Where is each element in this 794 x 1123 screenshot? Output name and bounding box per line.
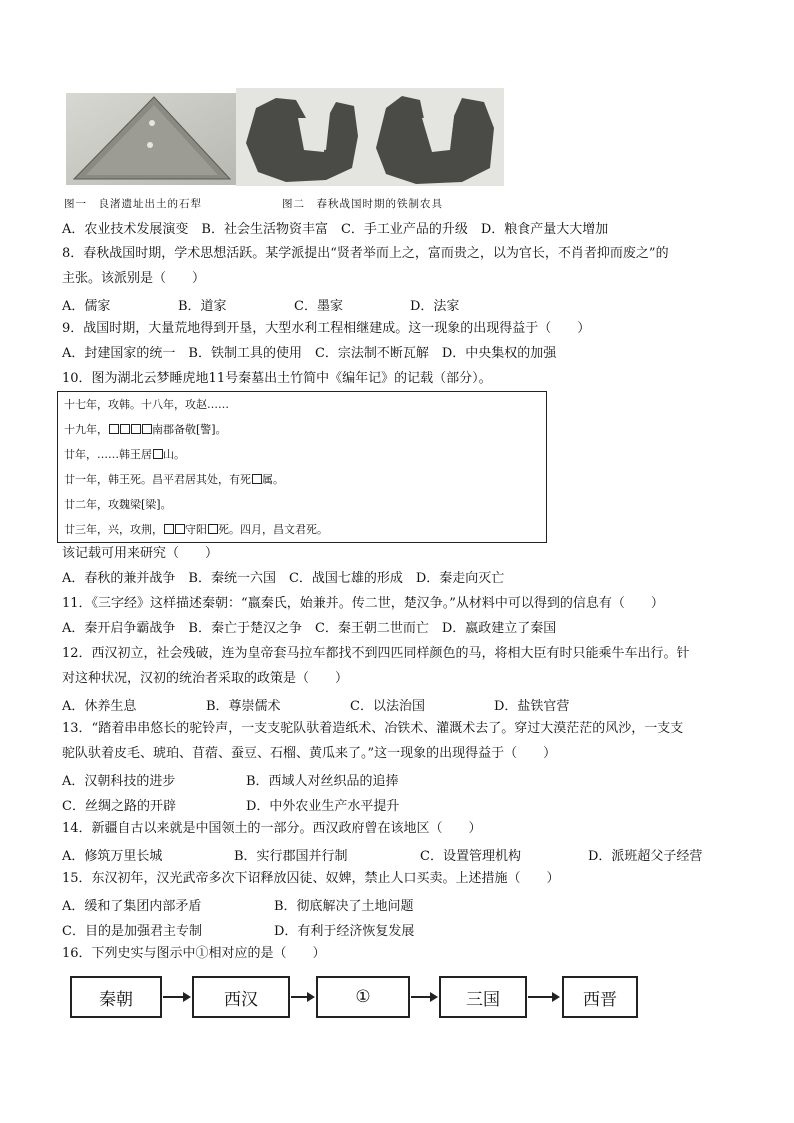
- q8-stem-line2: 主张。该派别是（ ）: [62, 271, 206, 286]
- q12-stem-line1: 12．西汉初立，社会残破，连为皇帝套马拉车都找不到四匹同样颜色的马，将相大臣有时只能乘牛车出行。针: [62, 646, 690, 661]
- record-line-3: [64, 448, 185, 462]
- flow-arrow-1: [163, 996, 189, 998]
- q10-options: A．春秋的兼并战争 B．秦统一六国 C．战国七雄的形成 D．秦走向灭亡: [62, 571, 505, 586]
- q16-stem: 16．下列史实与图示中①相对应的是（ ）: [62, 946, 326, 961]
- flow-arrow-4: [528, 996, 558, 998]
- flow-arrow-2: [291, 996, 313, 998]
- record-text: 廿年，……韩王居: [64, 448, 152, 461]
- record-text: 十九年，: [64, 423, 108, 436]
- record-text: 廿二年，攻魏梁[梁]。: [64, 498, 172, 511]
- figure-caption-1: 图一 良渚遗址出土的石犁: [64, 198, 202, 210]
- q9-options: A．封建国家的统一 B．铁制工具的使用 C．宗法制不断瓦解 D．中央集权的加强: [62, 346, 557, 361]
- q10-stem: 10．图为湖北云梦睡虎地11号秦墓出土竹简中《编年记》的记载（部分）。: [62, 371, 492, 386]
- record-text: 廿三年，兴，攻荆，: [64, 523, 163, 536]
- record-text: 属。: [262, 473, 284, 486]
- record-line-1: [64, 398, 229, 412]
- stone-plough-photo: [66, 93, 236, 185]
- q15-stem: 15．东汉初年，汉光武帝多次下诏释放囚徒、奴婢，禁止人口买卖。上述措施（ ）: [62, 871, 560, 886]
- q14-option-a: A．修筑万里长城: [62, 849, 163, 864]
- flow-node-qin: 秦朝: [70, 976, 162, 1018]
- figure-caption-2: 图二 春秋战国时期的铁制农具: [282, 198, 443, 210]
- record-line-6: [64, 523, 328, 537]
- record-text: 廿一年，韩王死。昌平君居其处，有死: [64, 473, 251, 486]
- flow-node-blank-1: ①: [316, 976, 410, 1018]
- q8-option-c: C．墨家: [294, 299, 343, 314]
- q11-options: A．秦开启争霸战争 B．秦亡于楚汉之争 C．秦王朝二世而亡 D．嬴政建立了秦国: [62, 621, 557, 636]
- q14-option-b: B．实行郡国并行制: [234, 849, 348, 864]
- q12-option-d: D．盐铁官营: [494, 699, 570, 714]
- record-text: 南郡备敬[警]。: [152, 423, 227, 436]
- q11-stem: 11．《三字经》这样描述秦朝：“嬴秦氏，始兼并。传二世，楚汉争。”从材料中可以得到的信息有（ ）: [62, 596, 664, 611]
- record-text: 守阳: [185, 523, 207, 536]
- q14-option-c: C．设置管理机构: [420, 849, 521, 864]
- record-line-5: [64, 498, 172, 512]
- record-line-4: [64, 473, 284, 487]
- q12-option-a: A．休养生息: [62, 699, 137, 714]
- q13-option-d: D．中外农业生产水平提升: [246, 799, 400, 814]
- q8-stem-line1: 8．春秋战国时期，学术思想活跃。某学派提出“贤者举而上之，富而贵之，以为官长，不肖者抑而废之”的: [62, 246, 669, 261]
- q14-option-d: D．派班超父子经营: [588, 849, 703, 864]
- record-text: 山。: [163, 448, 185, 461]
- q7-options: A．农业技术发展演变 B．社会生活物资丰富 C．手工业产品的升级 D．粮食产量大大增加: [62, 222, 609, 237]
- q13-option-c: C．丝绸之路的开辟: [62, 799, 176, 814]
- q8-option-a: A．儒家: [62, 299, 111, 314]
- q13-option-b: B．西域人对丝织品的追捧: [246, 774, 399, 789]
- q15-option-c: C．目的是加强君主专制: [62, 924, 202, 939]
- q15-option-a: A．缓和了集团内部矛盾: [62, 899, 202, 914]
- q10-ask: 该记载可用来研究（ ）: [62, 546, 219, 561]
- record-text: 十七年，攻韩。十八年，攻赵……: [64, 398, 229, 411]
- flow-node-western-jin: 西晋: [562, 976, 638, 1018]
- record-text: 死。四月，昌文君死。: [218, 523, 328, 536]
- flow-arrow-3: [411, 996, 436, 998]
- record-line-2: [64, 423, 227, 437]
- q8-option-d: D．法家: [410, 299, 460, 314]
- q15-option-d: D．有利于经济恢复发展: [274, 924, 415, 939]
- q8-option-b: B．道家: [178, 299, 227, 314]
- q9-stem: 9．战国时期，大量荒地得到开垦，大型水利工程相继建成。这一现象的出现得益于（ ）: [62, 321, 591, 336]
- q13-stem-line2: 驼队驮着皮毛、琥珀、苜蓿、蚕豆、石榴、黄瓜来了。”这一现象的出现得益于（ ）: [62, 746, 557, 761]
- iron-tools-photo: [236, 88, 504, 186]
- q12-stem-line2: 对这种状况，汉初的统治者采取的政策是（ ）: [62, 671, 349, 686]
- q14-stem: 14．新疆自古以来就是中国领土的一部分。西汉政府曾在该地区（ ）: [62, 821, 482, 836]
- flow-node-three-kingdoms: 三国: [439, 976, 527, 1018]
- q12-option-c: C．以法治国: [350, 699, 425, 714]
- q12-option-b: B．尊崇儒术: [206, 699, 281, 714]
- q15-option-b: B．彻底解决了土地问题: [274, 899, 414, 914]
- flow-node-western-han: 西汉: [192, 976, 290, 1018]
- bamboo-slip-record-box: [57, 391, 547, 543]
- q13-stem-line1: 13．“踏着串串悠长的驼铃声，一支支驼队驮着造纸术、冶铁术、灌溉术去了。穿过大漠茫茫的风沙，一支支: [62, 721, 684, 736]
- q13-option-a: A．汉朝科技的进步: [62, 774, 176, 789]
